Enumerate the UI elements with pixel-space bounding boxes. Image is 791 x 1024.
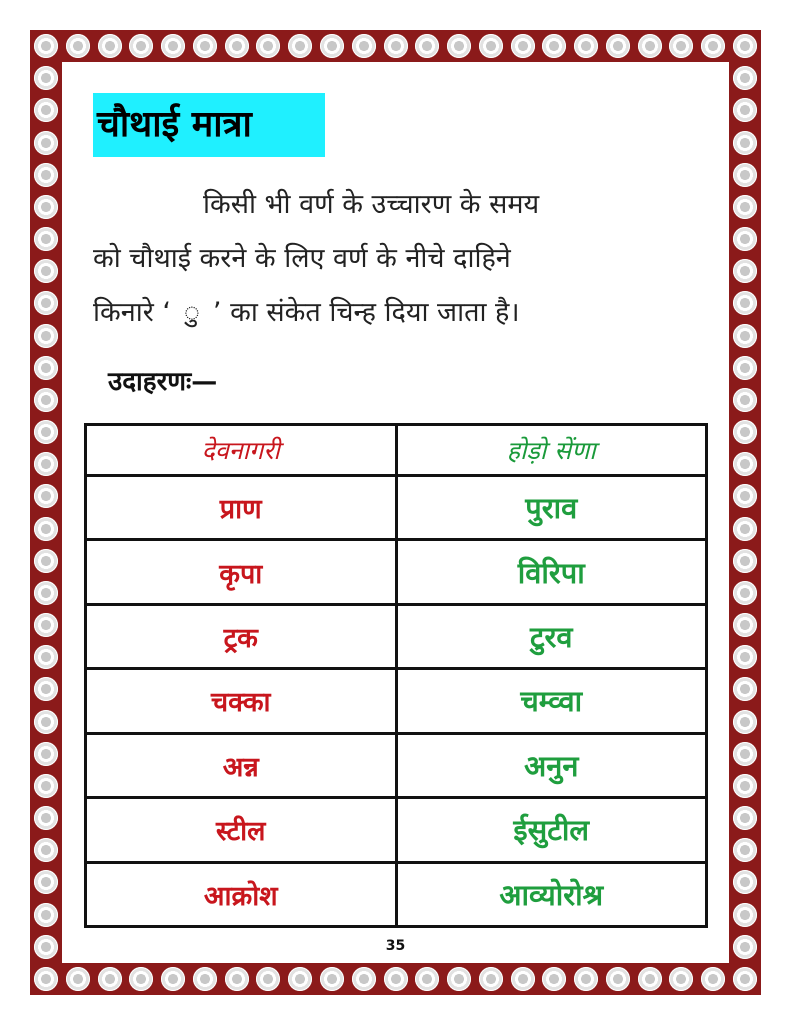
paragraph-line-3-end: ’ का संकेत चिन्ह दिया जाता है। [212, 297, 520, 328]
flower-ornament [733, 227, 757, 251]
page-title: चौथाई मात्रा [93, 93, 325, 157]
flower-ornament [352, 967, 376, 991]
devanagari-cell: स्टील [86, 798, 397, 862]
flower-ornament [34, 774, 58, 798]
table-row [86, 798, 707, 862]
flower-ornament [225, 967, 249, 991]
flower-ornament [34, 34, 58, 58]
table-row [86, 669, 707, 733]
flower-ornament [66, 34, 90, 58]
flower-ornament [733, 195, 757, 219]
flower-ornament [733, 806, 757, 830]
flower-ornament [34, 227, 58, 251]
hodo-sena-cell: आव्योरोश्र [396, 862, 707, 926]
flower-ornament [638, 34, 662, 58]
flower-ornament [638, 967, 662, 991]
devanagari-cell: कृपा [86, 540, 397, 604]
flower-ornament [34, 66, 58, 90]
flower-ornament [733, 131, 757, 155]
flower-ornament [288, 967, 312, 991]
flower-ornament [320, 967, 344, 991]
flower-ornament [479, 967, 503, 991]
header-devanagari: देवनागरी [86, 425, 397, 476]
flower-ornament [34, 549, 58, 573]
flower-ornament [733, 967, 757, 991]
flower-ornament [733, 388, 757, 412]
flower-ornament [225, 34, 249, 58]
paragraph-line-2: को चौथाई करने के लिए वर्ण के नीचे दाहिने [93, 243, 511, 274]
examples-table [84, 423, 708, 928]
header-hodo-sena: होड़ो सेंणा [396, 425, 707, 476]
flower-ornament [511, 967, 535, 991]
flower-ornament [34, 742, 58, 766]
table-header-row [86, 425, 707, 476]
flower-ornament [606, 967, 630, 991]
flower-ornament [733, 324, 757, 348]
flower-ornament [733, 356, 757, 380]
flower-ornament [193, 967, 217, 991]
flower-ornament [34, 581, 58, 605]
flower-ornament [733, 903, 757, 927]
table-row [86, 476, 707, 540]
hodo-sena-cell: टुरव [396, 604, 707, 668]
hodo-sena-cell: पुराव [396, 476, 707, 540]
flower-ornament [34, 324, 58, 348]
flower-ornament [733, 66, 757, 90]
flower-ornament [34, 356, 58, 380]
flower-ornament [447, 34, 471, 58]
flower-ornament [733, 517, 757, 541]
devanagari-cell: आक्रोश [86, 862, 397, 926]
flower-ornament [384, 34, 408, 58]
flower-ornament [733, 710, 757, 734]
flower-ornament [34, 710, 58, 734]
hodo-sena-cell: अनुन [396, 733, 707, 797]
flower-ornament [511, 34, 535, 58]
hodo-sena-cell: ईसुटील [396, 798, 707, 862]
matra-sign: ु [183, 297, 200, 328]
devanagari-cell: अन्न [86, 733, 397, 797]
flower-ornament [733, 742, 757, 766]
examples-label: उदाहरणः— [108, 367, 218, 397]
devanagari-cell: चक्का [86, 669, 397, 733]
flower-ornament [66, 967, 90, 991]
table-row [86, 733, 707, 797]
description-paragraph [93, 178, 705, 340]
flower-ornament [161, 967, 185, 991]
flower-ornament [161, 34, 185, 58]
flower-ornament [733, 420, 757, 444]
hodo-sena-cell: चम्व्वा [396, 669, 707, 733]
page-number: 35 [385, 938, 406, 954]
flower-ornament [733, 163, 757, 187]
flower-ornament [733, 774, 757, 798]
flower-ornament [34, 967, 58, 991]
flower-ornament [193, 34, 217, 58]
flower-ornament [574, 34, 598, 58]
flower-ornament [733, 581, 757, 605]
flower-ornament [34, 517, 58, 541]
flower-ornament [34, 131, 58, 155]
devanagari-cell: प्राण [86, 476, 397, 540]
flower-ornament [34, 195, 58, 219]
flower-ornament [98, 34, 122, 58]
flower-ornament [34, 903, 58, 927]
flower-ornament [320, 34, 344, 58]
flower-ornament [98, 967, 122, 991]
flower-ornament [384, 967, 408, 991]
flower-ornament [34, 388, 58, 412]
flower-ornament [479, 34, 503, 58]
table-row [86, 540, 707, 604]
flower-ornament [447, 967, 471, 991]
hodo-sena-cell: विरिपा [396, 540, 707, 604]
paragraph-line-3-start: किनारे ‘ [93, 297, 171, 328]
devanagari-cell: ट्रक [86, 604, 397, 668]
flower-ornament [34, 613, 58, 637]
flower-ornament [733, 34, 757, 58]
flower-ornament [34, 806, 58, 830]
flower-ornament [288, 34, 312, 58]
flower-ornament [574, 967, 598, 991]
flower-ornament [34, 163, 58, 187]
table-row [86, 862, 707, 926]
flower-ornament [733, 549, 757, 573]
table-row [86, 604, 707, 668]
flower-ornament [733, 613, 757, 637]
flower-ornament [34, 420, 58, 444]
flower-ornament [352, 34, 376, 58]
flower-ornament [606, 34, 630, 58]
paragraph-line-1: किसी भी वर्ण के उच्चारण के समय [203, 189, 540, 220]
